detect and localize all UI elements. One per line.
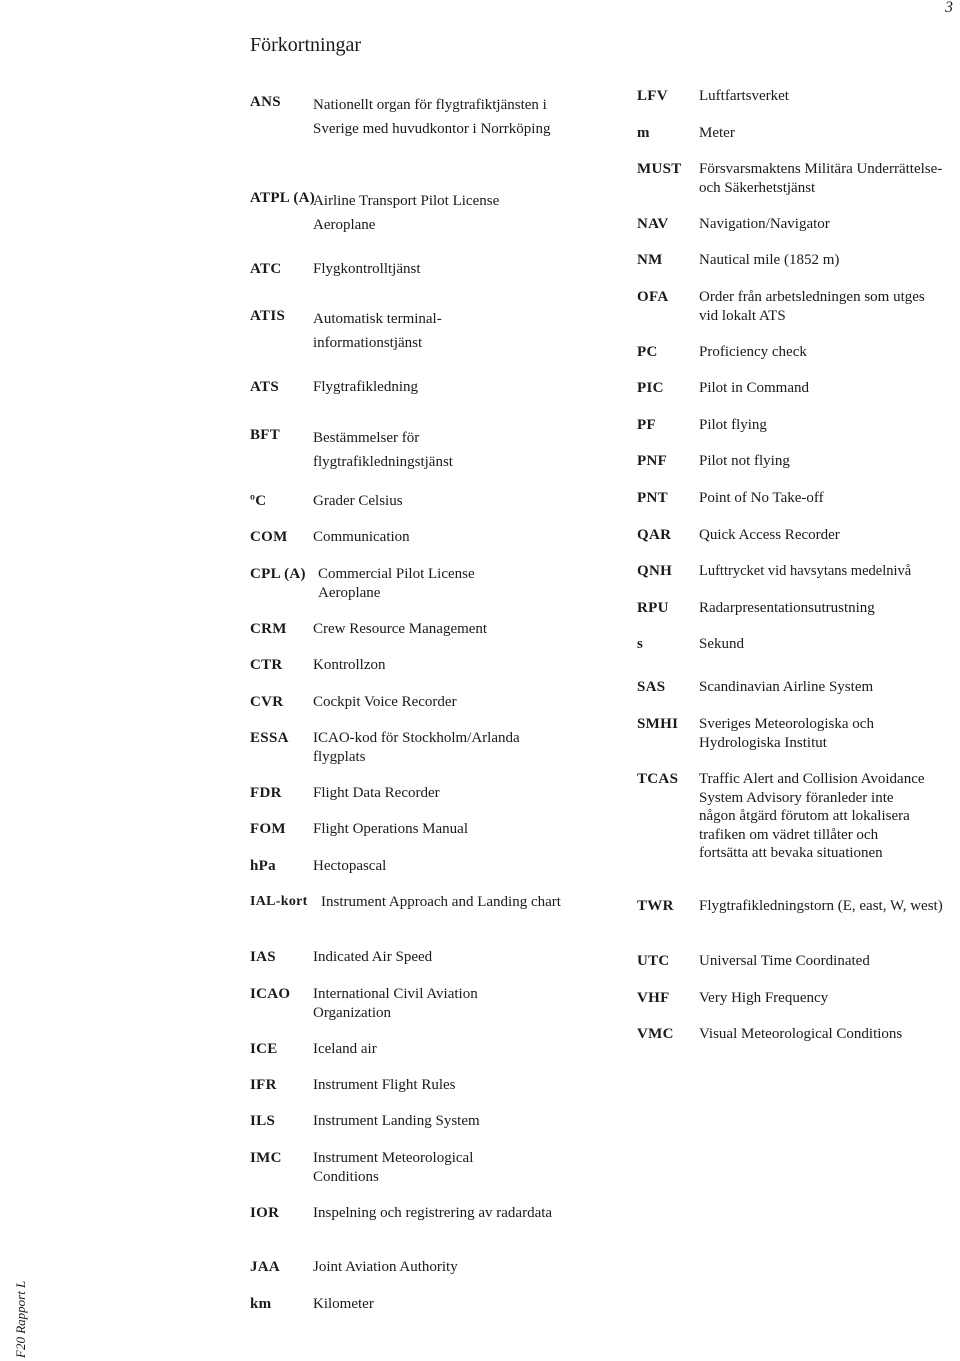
abbr-definition: International Civil Aviation Organization	[313, 986, 478, 1021]
abbr-term: TWR	[637, 898, 674, 914]
abbr-term: OFA	[637, 289, 669, 305]
abbr-definition: Inspelning och registrering av radardata	[313, 1205, 553, 1221]
abbr-definition: Sekund	[699, 636, 744, 652]
abbr-definition: Radarpresentationsutrustning	[699, 600, 875, 616]
abbr-definition: Flygkontrolltjänst	[313, 261, 421, 277]
abbr-term: VHF	[637, 990, 670, 1006]
abbr-term: ANS	[250, 94, 281, 110]
abbr-term: NM	[637, 252, 663, 268]
abbr-term: PIC	[637, 380, 664, 396]
abbr-definition: Universal Time Coordinated	[699, 953, 870, 969]
abbr-definition: Instrument Landing System	[313, 1113, 480, 1129]
abbr-definition: Point of No Take-off	[699, 490, 824, 506]
abbr-term: QNH	[637, 563, 673, 579]
abbr-term: hPa	[250, 858, 276, 874]
abbr-term: ATC	[250, 261, 282, 277]
abbr-definition: Försvarsmaktens Militära Underrättelse- och Säkerhetstjänst	[699, 161, 943, 196]
abbr-definition: Nationellt organ för flygtrafiktjänsten i Sverige med huvudkontor i Norrköping	[313, 97, 551, 137]
abbr-term: CVR	[250, 694, 284, 710]
abbr-term: IFR	[250, 1077, 277, 1093]
abbr-definition: Luftfartsverket	[699, 88, 789, 104]
abbr-term: PC	[637, 344, 658, 360]
abbr-term: ILS	[250, 1113, 276, 1129]
abbr-definition: Pilot in Command	[699, 380, 810, 396]
abbr-term: ATPL (A)	[250, 190, 316, 206]
abbr-definition: Visual Meteorological Conditions	[699, 1026, 903, 1042]
abbr-term: IAL-kort	[250, 894, 308, 909]
abbr-term: FOM	[250, 821, 286, 837]
abbr-term: MUST	[637, 161, 682, 177]
abbr-term: PNT	[637, 490, 668, 506]
abbr-definition: Order från arbetsledningen som utges vid lokalt ATS	[699, 289, 925, 324]
abbr-term: ICE	[250, 1041, 278, 1057]
abbr-term: ATS	[250, 379, 279, 395]
abbr-definition: Nautical mile (1852 m)	[699, 252, 840, 268]
abbr-term: VMC	[637, 1026, 674, 1042]
abbr-term: m	[637, 125, 650, 141]
abbr-definition: Grader Celsius	[313, 493, 403, 509]
abbr-definition: Lufttrycket vid havsytans medelnivå	[699, 563, 912, 579]
abbr-term: LFV	[637, 88, 668, 104]
abbr-definition: Navigation/Navigator	[699, 216, 830, 232]
abbr-term: UTC	[637, 953, 670, 969]
abbr-definition: Sveriges Meteorologiska och Hydrologiska Institut	[699, 716, 874, 751]
abbr-definition: Commercial Pilot License Aeroplane	[318, 566, 475, 601]
abbr-definition: Kontrollzon	[313, 657, 386, 673]
abbr-term: PF	[637, 417, 656, 433]
abbr-definition: Airline Transport Pilot License Aeroplane	[313, 193, 500, 233]
abbr-definition: Kilometer	[313, 1296, 374, 1312]
abbr-definition: Pilot not flying	[699, 453, 790, 469]
abbr-term: COM	[250, 529, 288, 545]
abbr-term: km	[250, 1296, 272, 1312]
abbr-term: IMC	[250, 1150, 282, 1166]
abbr-definition: Traffic Alert and Collision Avoidance System Advisory föranleder inte någon åtgärd förutom att lokalisera trafiken om vädret tillåter och fortsätta att bevaka situationen	[699, 771, 925, 861]
abbr-definition: Joint Aviation Authority	[313, 1259, 458, 1275]
abbr-definition: Instrument Flight Rules	[313, 1077, 456, 1093]
abbr-term: s	[637, 636, 644, 652]
abbr-term: ºC	[250, 493, 267, 509]
abbr-term: TCAS	[637, 771, 679, 787]
abbr-term: FDR	[250, 785, 282, 801]
page-title: Förkortningar	[250, 34, 362, 56]
abbr-definition: Meter	[699, 125, 735, 141]
abbr-definition: Scandinavian Airline System	[699, 679, 874, 695]
abbr-definition: Quick Access Recorder	[699, 527, 840, 543]
abbr-term: NAV	[637, 216, 669, 232]
abbr-definition: Iceland air	[313, 1041, 377, 1057]
abbr-definition: Proficiency check	[699, 344, 807, 360]
abbr-term: BFT	[250, 427, 281, 443]
abbr-term: PNF	[637, 453, 668, 469]
side-label: F20 Rapport L	[13, 1280, 28, 1358]
abbr-term: ESSA	[250, 730, 289, 746]
abbr-term: ATIS	[250, 308, 286, 324]
abbr-term: SAS	[637, 679, 666, 695]
abbr-definition: Very High Frequency	[699, 990, 829, 1006]
abbr-term: CPL (A)	[250, 566, 306, 582]
abbr-definition: Flygtrafikledningstorn (E, east, W, west)	[699, 898, 943, 914]
abbr-term: SMHI	[637, 716, 679, 732]
abbr-term: JAA	[250, 1259, 281, 1275]
abbr-term: CRM	[250, 621, 287, 637]
abbr-term: ICAO	[250, 986, 291, 1002]
abbr-definition: Cockpit Voice Recorder	[313, 694, 457, 710]
abbr-definition: Crew Resource Management	[313, 621, 488, 637]
abbr-term: IAS	[250, 949, 276, 965]
abbr-definition: Indicated Air Speed	[313, 949, 433, 965]
abbr-definition: Flight Data Recorder	[313, 785, 440, 801]
abbr-definition: Hectopascal	[313, 858, 387, 874]
abbr-definition: Flygtrafikledning	[313, 379, 418, 395]
abbr-definition: Instrument Approach and Landing chart	[321, 894, 561, 910]
abbr-definition: Automatisk terminal-informationstjänst	[313, 311, 442, 351]
abbr-term: RPU	[637, 600, 669, 616]
abbr-definition: Pilot flying	[699, 417, 767, 433]
page-number: 3	[945, 0, 953, 16]
abbr-definition: Instrument Meteorological Conditions	[313, 1150, 474, 1185]
abbr-term: IOR	[250, 1205, 280, 1221]
abbr-definition: Communication	[313, 529, 410, 545]
abbr-definition: Bestämmelser för flygtrafikledningstjänst	[313, 430, 453, 470]
abbr-term: CTR	[250, 657, 283, 673]
abbr-definition: ICAO-kod för Stockholm/Arlanda flygplats	[313, 730, 520, 765]
abbr-definition: Flight Operations Manual	[313, 821, 468, 837]
abbr-term: QAR	[637, 527, 672, 543]
